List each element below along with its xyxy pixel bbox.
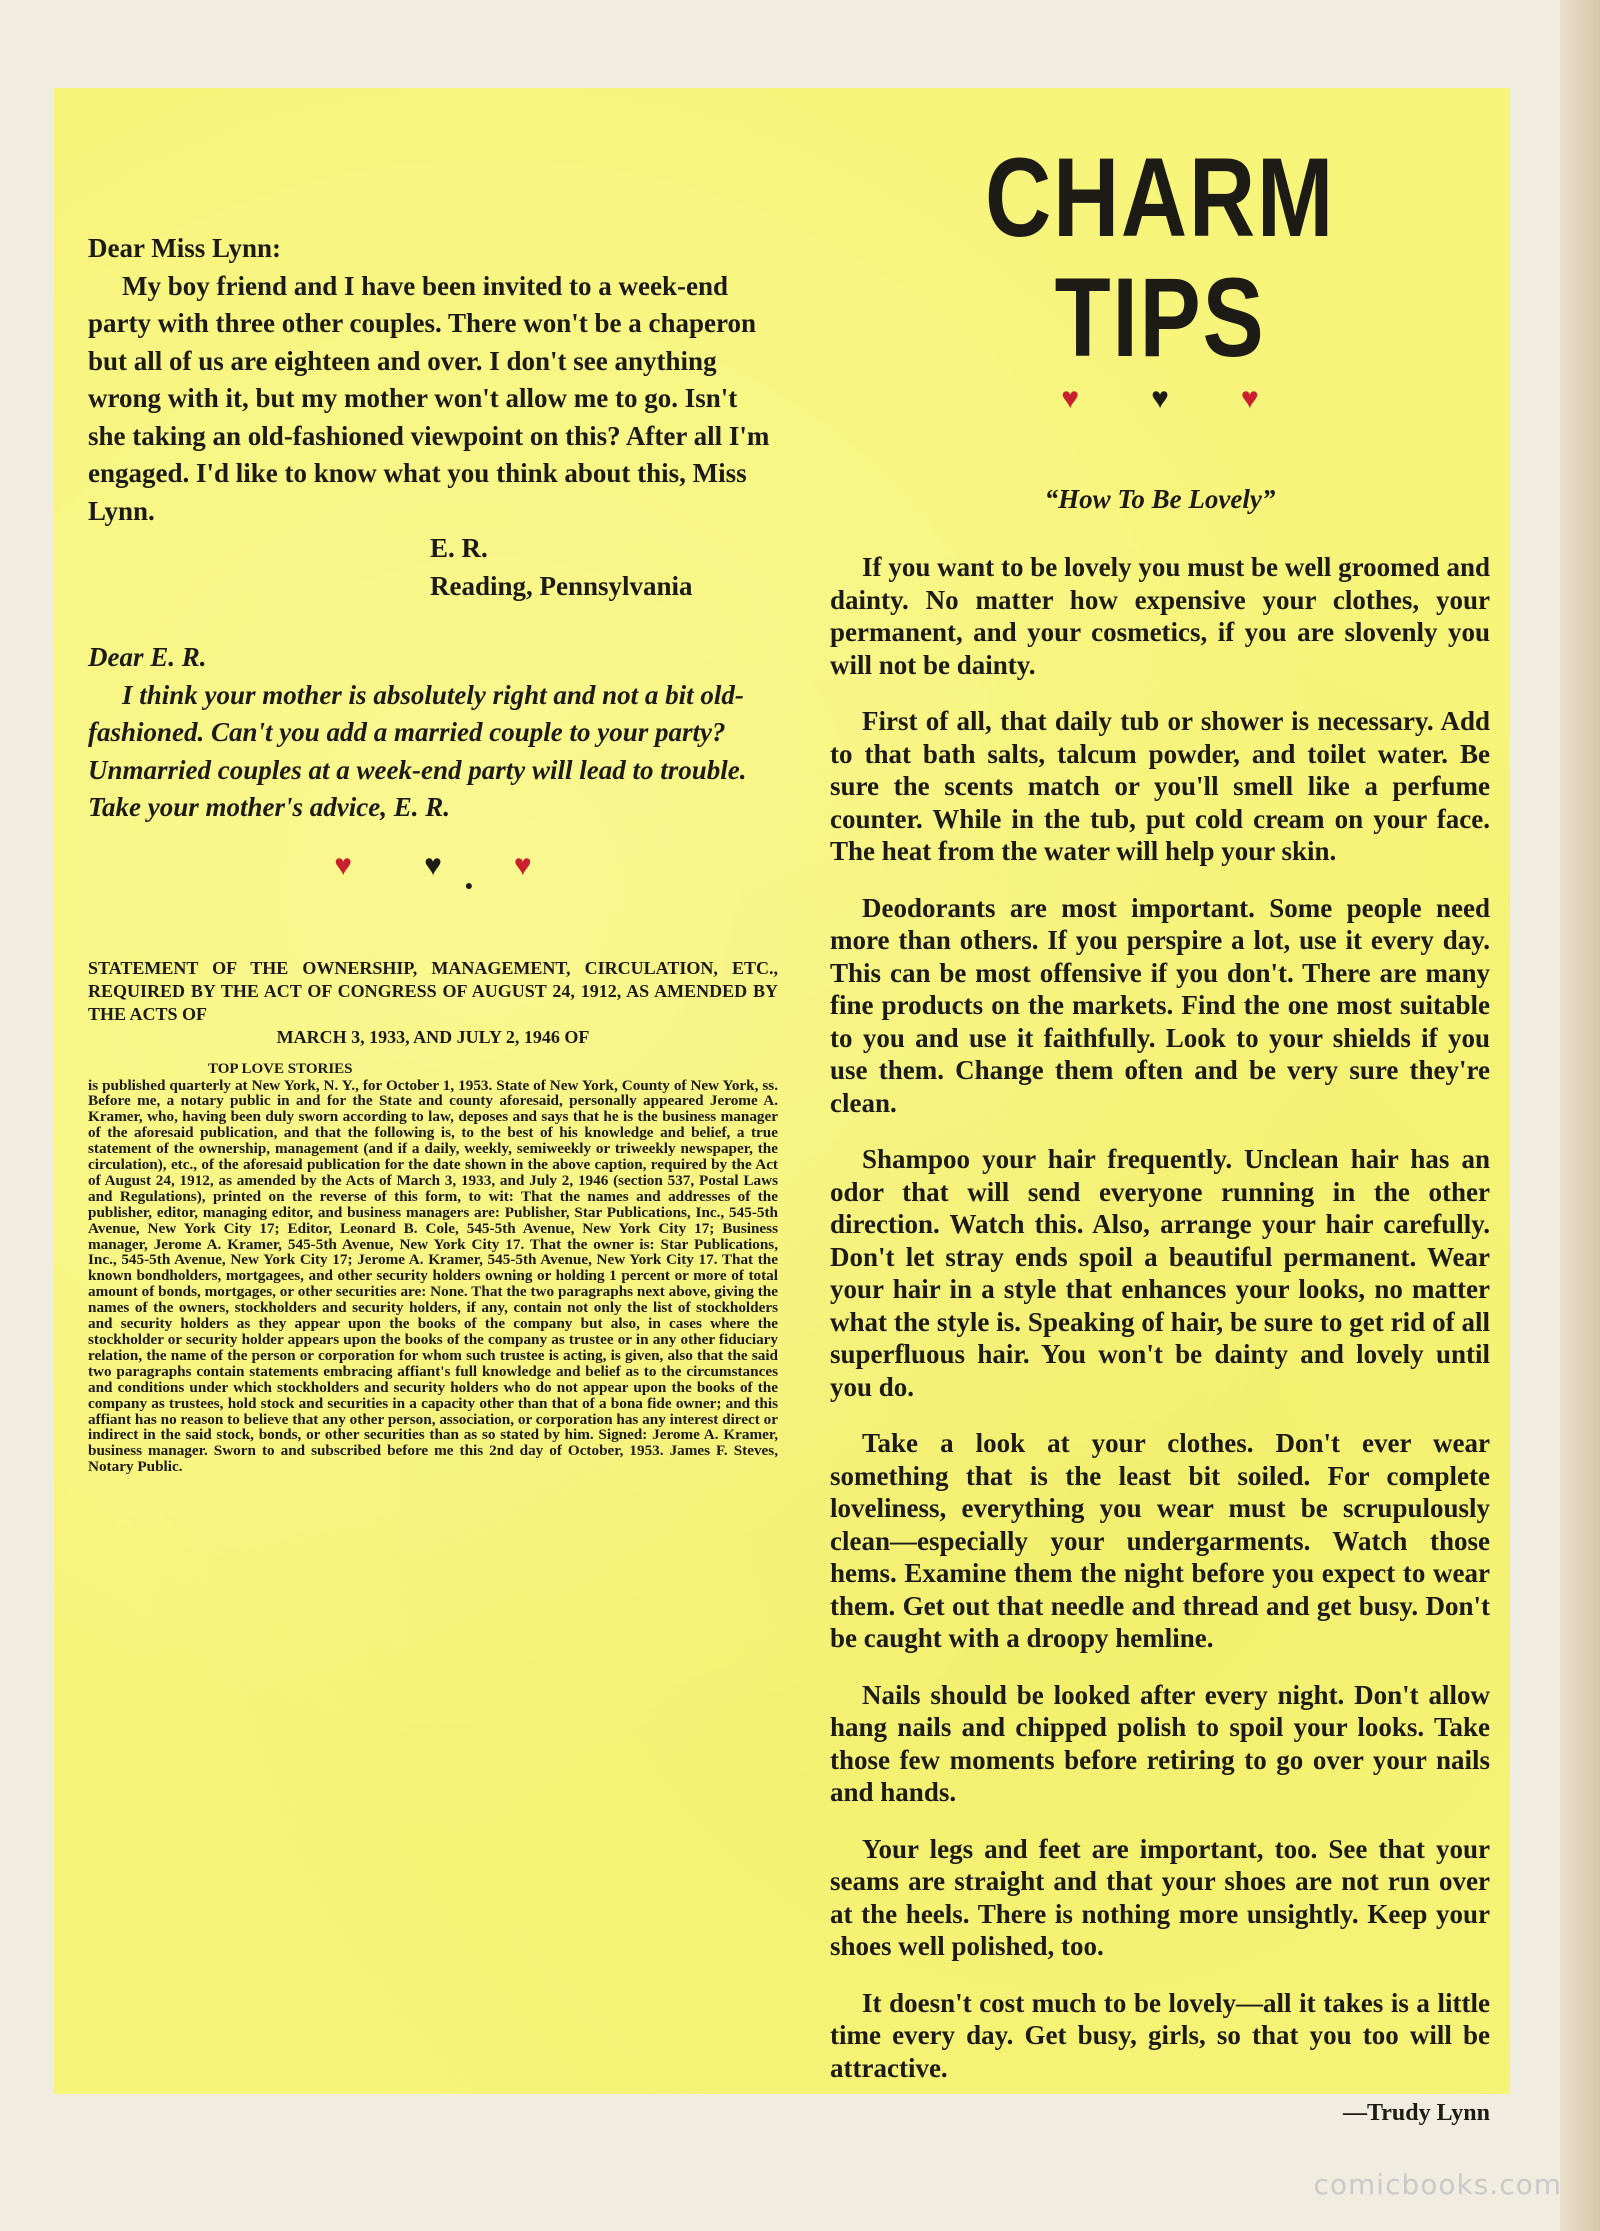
watermark: comicbooks.com — [1313, 2168, 1562, 2201]
heart-divider-right — [830, 382, 1490, 416]
statement-heading-line-2: MARCH 3, 1933, AND JULY 2, 1946 OF — [276, 1026, 590, 1047]
letter-signature-initials: E. R. — [430, 533, 488, 563]
dot-icon: ● — [464, 878, 474, 894]
letter-signature-location: Reading, Pennsylvania — [430, 570, 693, 601]
reader-letter — [88, 230, 778, 605]
heart-icon: ♥ — [424, 848, 514, 882]
yellow-panel — [54, 88, 1510, 2126]
article-paragraph: If you want to be lovely you must be well groomed and dainty. No matter how expensive your clothes, your permanent, and your cosmetics, if you are slovenly you will not be dainty. — [830, 552, 1490, 680]
heart-divider-left — [88, 849, 778, 895]
page-edge — [1560, 0, 1600, 2231]
article-paragraph: Shampoo your hair frequently. Unclean hair has an odor that will send everyone running in the other direction. Watch this. Also, arrange your hair carefully. Don't let stray ends spoil a beautiful permanent. Wear your hair in a style that enhances your looks, no matter what the style is. Speaking of hair, be sure to get rid of all superfluous hair. You won't be dainty and lovely until you do. — [830, 1144, 1490, 1402]
heart-icon: ♥ — [334, 848, 425, 882]
statement-heading — [88, 957, 778, 1049]
statement-heading-line-1: STATEMENT OF THE OWNERSHIP, MANAGEMENT, CIRCULATION, ETC., REQUIRED BY THE ACT OF CONGRESS OF AUGUST 24, 1912, AS AMENDED BY THE ACTS OF — [88, 957, 778, 1024]
advice-reply — [88, 639, 778, 827]
article-paragraph: Take a look at your clothes. Don't ever wear something that is the least bit soiled. For complete loveliness, everything you wear must be scrupulously clean—especially your undergarments. Watch those hems. Examine them the night before you expect to wear them. Get out that needle and thread and get busy. Don't be caught with a droopy hemline. — [830, 1428, 1490, 1653]
right-column — [830, 135, 1490, 2127]
statement-publication: TOP LOVE STORIES — [208, 1060, 353, 1077]
article-paragraph: First of all, that daily tub or shower is necessary. Add to that bath salts, talcum powder, and toilet water. Be sure the scents match or you'll smell like a perfume counter. While in the tub, put cold cream on your face. The heat from the water will help your skin. — [830, 706, 1490, 866]
article-paragraph: It doesn't cost much to be lovely—all it takes is a little time every day. Get busy, girls, so that you too will be attractive. — [830, 1987, 1490, 2083]
left-column — [88, 230, 778, 1475]
page-title: CHARM TIPS — [984, 135, 1335, 380]
article-body — [830, 551, 1490, 2084]
article-paragraph: Nails should be looked after every night. Don't allow hang nails and chipped polish to spoil your looks. Take those few moments before retiring to go over your nails and hands. — [830, 1679, 1490, 1807]
statement-body: is published quarterly at New York, N. Y., for October 1, 1953. State of New York, County of New York, ss. Before me, a notary public in and for the State and county aforesaid, personally appeared Jerome A. Kramer, who, having been duly sworn according to law, deposes and says that he is the business manager of the aforesaid publication, and that the following is, to the best of his knowledge and belief, a true statement of the ownership, management (and if a daily, weekly, semiweekly or triweekly newspaper, the circulation), etc., of the aforesaid publication for the date shown in the above caption, required by the Act of August 24, 1912, as amended by the Acts of March 3, 1933, and July 2, 1946 (section 537, Postal Laws and Regulations), printed on the reverse of this form, to wit: That the names and addresses of the publisher, editor, managing editor, and business managers are: Publisher, Star Publications, Inc., 545-5th Avenue, New York City 17; Editor, Leonard B. Cole, 545-5th Avenue, New York City 17; Business manager, Jerome A. Kramer, 545-5th Avenue, New York City 17. That the owner is: Star Publications, Inc., 545-5th Avenue, New York City 17; Jerome A. Kramer, 545-5th Avenue, New York City 17. That the known bondholders, mortgagees, and other security holders owning or holding 1 percent or more of total amount of bonds, mortgages, or other securities are: None. That the two paragraphs next above, giving the names of the owners, stockholders and security holders, if any, contain not only the list of stockholders and security holders as they appear upon the books of the company but also, in cases where the stockholder or security holder appears upon the books of the company as trustee or in any other fiduciary relation, the name of the person or corporation for whom such trustee is acting, is given, also that the said two paragraphs contain statements embracing affiant's full knowledge and belief as to the circumstances and conditions under which stockholders and security holders who do not appear upon the books of the company as trustees, hold stock and securities in a capacity other than that of a bona fide owner; and this affiant has no reason to believe that any other person, association, or corporation has any interest direct or indirect in the said stock, bonds, or other securities than as so stated by him. Signed: Jerome A. Kramer, business manager. Sworn to and subscribed before me this 2nd day of October, 1953. James F. Steves, Notary Public. — [88, 1076, 778, 1476]
letter-salutation: Dear Miss Lynn: — [88, 233, 282, 263]
article-subtitle: “How To Be Lovely” — [1044, 484, 1276, 514]
heart-icon: ♥ — [1151, 382, 1241, 415]
heart-icon: ♥ — [1061, 382, 1152, 415]
reply-salutation: Dear E. R. — [88, 642, 207, 672]
reply-body: I think your mother is absolutely right and not a bit old-fashioned. Can't you add a married couple to your party? Unmarried couples at a week-end party will lead to trouble. Take your mother's advice, E. R. — [88, 679, 747, 822]
article-paragraph: Your legs and feet are important, too. See that your seams are straight and that your shoes are not run over at the heels. There is nothing more unsightly. Keep your shoes well polished, too. — [830, 1833, 1490, 1961]
heart-icon: ♥ — [513, 848, 604, 882]
heart-icon: ♥ — [1240, 382, 1331, 415]
byline: —Trudy Lynn — [1343, 2100, 1490, 2126]
letter-body: My boy friend and I have been invited to a week-end party with three other couples. There won't be a chaperon but all of us are eighteen and over. I don't see anything wrong with it, but my mother won't allow me to go. Isn't she taking an old-fashioned viewpoint on this? After all I'm engaged. I'd like to know what you think about this, Miss Lynn. — [88, 270, 770, 526]
article-paragraph: Deodorants are most important. Some people need more than others. If you perspire a lot, use it every day. This can be most offensive if you don't. There are many fine products on the markets. Find the one most suitable to you and use it faithfully. Look to your shields if you use them. Change them often and be very sure they're clean. — [830, 892, 1490, 1118]
